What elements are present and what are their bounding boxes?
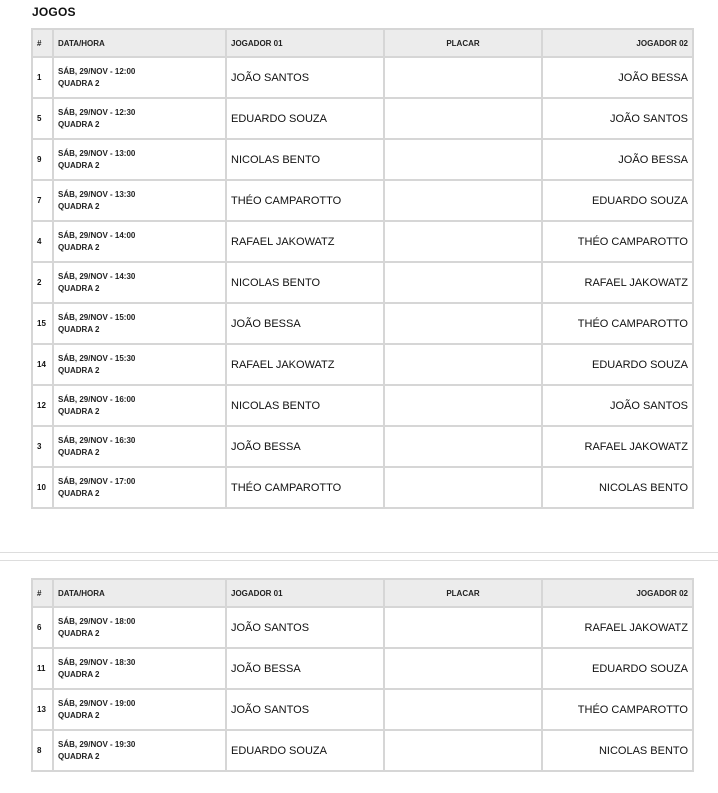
score-cell — [383, 729, 541, 770]
game-datetime: SÁB, 29/NOV - 19:30 — [58, 739, 136, 749]
player2-name: JOÃO SANTOS — [541, 97, 692, 138]
player2-name: THÉO CAMPAROTTO — [541, 302, 692, 343]
game-datetime: SÁB, 29/NOV - 12:30 — [58, 107, 136, 117]
player1-name: NICOLAS BENTO — [225, 261, 383, 302]
game-court: QUADRA 2 — [58, 710, 100, 720]
game-datetime-cell — [52, 384, 225, 425]
player1-name: JOÃO BESSA — [225, 647, 383, 688]
score-cell — [383, 138, 541, 179]
table-row — [33, 688, 692, 729]
score-cell — [383, 343, 541, 384]
game-datetime: SÁB, 29/NOV - 12:00 — [58, 66, 136, 76]
score-cell — [383, 425, 541, 466]
player1-name: JOÃO SANTOS — [225, 606, 383, 647]
player2-name: EDUARDO SOUZA — [541, 647, 692, 688]
table-row — [33, 138, 692, 179]
table-row — [33, 220, 692, 261]
score-cell — [383, 606, 541, 647]
player1-name: JOÃO SANTOS — [225, 56, 383, 97]
table-row — [33, 384, 692, 425]
game-number: 4 — [33, 220, 52, 261]
game-datetime-cell — [52, 97, 225, 138]
game-number: 9 — [33, 138, 52, 179]
game-court: QUADRA 2 — [58, 488, 100, 498]
section-divider — [0, 552, 718, 553]
game-datetime: SÁB, 29/NOV - 18:30 — [58, 657, 136, 667]
player2-name: THÉO CAMPAROTTO — [541, 220, 692, 261]
player1-name: EDUARDO SOUZA — [225, 97, 383, 138]
game-court: QUADRA 2 — [58, 201, 100, 211]
score-cell — [383, 56, 541, 97]
section-title: JOGOS — [32, 5, 76, 19]
score-cell — [383, 384, 541, 425]
player2-name: RAFAEL JAKOWATZ — [541, 606, 692, 647]
game-court: QUADRA 2 — [58, 628, 100, 638]
player2-name: JOÃO SANTOS — [541, 384, 692, 425]
game-datetime: SÁB, 29/NOV - 13:30 — [58, 189, 136, 199]
game-number: 8 — [33, 729, 52, 770]
player1-name: JOÃO SANTOS — [225, 688, 383, 729]
game-datetime: SÁB, 29/NOV - 17:00 — [58, 476, 136, 486]
score-cell — [383, 97, 541, 138]
game-number: 11 — [33, 647, 52, 688]
player1-name: THÉO CAMPAROTTO — [225, 466, 383, 507]
column-header-datetime: DATA/HORA — [52, 28, 225, 56]
game-datetime: SÁB, 29/NOV - 14:00 — [58, 230, 136, 240]
section-divider — [0, 560, 718, 561]
player1-name: NICOLAS BENTO — [225, 138, 383, 179]
player2-name: EDUARDO SOUZA — [541, 179, 692, 220]
game-court: QUADRA 2 — [58, 447, 100, 457]
game-number: 1 — [33, 56, 52, 97]
score-cell — [383, 179, 541, 220]
game-datetime-cell — [52, 343, 225, 384]
table-row — [33, 343, 692, 384]
game-datetime-cell — [52, 647, 225, 688]
game-datetime-cell — [52, 425, 225, 466]
game-datetime-cell — [52, 56, 225, 97]
game-number: 7 — [33, 179, 52, 220]
player2-name: JOÃO BESSA — [541, 56, 692, 97]
game-court: QUADRA 2 — [58, 283, 100, 293]
column-header-num: # — [33, 28, 52, 56]
player1-name: NICOLAS BENTO — [225, 384, 383, 425]
game-number: 3 — [33, 425, 52, 466]
games-table-body — [33, 56, 692, 507]
player1-name: THÉO CAMPAROTTO — [225, 179, 383, 220]
game-datetime: SÁB, 29/NOV - 16:30 — [58, 435, 136, 445]
table-row — [33, 179, 692, 220]
game-datetime: SÁB, 29/NOV - 15:00 — [58, 312, 136, 322]
game-datetime-cell — [52, 688, 225, 729]
game-court: QUADRA 2 — [58, 78, 100, 88]
game-datetime-cell — [52, 138, 225, 179]
column-header-player1: JOGADOR 01 — [225, 578, 383, 606]
game-datetime-cell — [52, 466, 225, 507]
table-row — [33, 425, 692, 466]
games-table-body — [33, 606, 692, 770]
games-table — [31, 28, 694, 509]
player2-name: JOÃO BESSA — [541, 138, 692, 179]
game-datetime-cell — [52, 606, 225, 647]
game-datetime-cell — [52, 261, 225, 302]
player2-name: RAFAEL JAKOWATZ — [541, 425, 692, 466]
table-header-row — [33, 28, 692, 56]
table-row — [33, 56, 692, 97]
player1-name: JOÃO BESSA — [225, 425, 383, 466]
game-datetime-cell — [52, 179, 225, 220]
column-header-player2: JOGADOR 02 — [541, 578, 692, 606]
score-cell — [383, 647, 541, 688]
player2-name: EDUARDO SOUZA — [541, 343, 692, 384]
table-row — [33, 647, 692, 688]
table-header-row — [33, 578, 692, 606]
game-number: 6 — [33, 606, 52, 647]
game-datetime-cell — [52, 729, 225, 770]
game-number: 13 — [33, 688, 52, 729]
table-row — [33, 729, 692, 770]
table-row — [33, 97, 692, 138]
game-datetime-cell — [52, 302, 225, 343]
game-number: 15 — [33, 302, 52, 343]
game-court: QUADRA 2 — [58, 365, 100, 375]
score-cell — [383, 302, 541, 343]
column-header-datetime: DATA/HORA — [52, 578, 225, 606]
column-header-player2: JOGADOR 02 — [541, 28, 692, 56]
game-datetime: SÁB, 29/NOV - 19:00 — [58, 698, 136, 708]
game-number: 5 — [33, 97, 52, 138]
table-row — [33, 261, 692, 302]
score-cell — [383, 261, 541, 302]
column-header-score: PLACAR — [383, 578, 541, 606]
games-table — [31, 578, 694, 772]
game-court: QUADRA 2 — [58, 751, 100, 761]
game-court: QUADRA 2 — [58, 160, 100, 170]
score-cell — [383, 688, 541, 729]
player1-name: EDUARDO SOUZA — [225, 729, 383, 770]
player1-name: JOÃO BESSA — [225, 302, 383, 343]
game-court: QUADRA 2 — [58, 242, 100, 252]
player2-name: RAFAEL JAKOWATZ — [541, 261, 692, 302]
game-number: 2 — [33, 261, 52, 302]
game-datetime: SÁB, 29/NOV - 18:00 — [58, 616, 136, 626]
game-number: 14 — [33, 343, 52, 384]
player2-name: THÉO CAMPAROTTO — [541, 688, 692, 729]
table-row — [33, 466, 692, 507]
game-number: 12 — [33, 384, 52, 425]
game-datetime-cell — [52, 220, 225, 261]
game-number: 10 — [33, 466, 52, 507]
game-datetime: SÁB, 29/NOV - 15:30 — [58, 353, 136, 363]
player1-name: RAFAEL JAKOWATZ — [225, 220, 383, 261]
score-cell — [383, 220, 541, 261]
game-court: QUADRA 2 — [58, 119, 100, 129]
game-court: QUADRA 2 — [58, 406, 100, 416]
table-row — [33, 302, 692, 343]
game-court: QUADRA 2 — [58, 324, 100, 334]
player2-name: NICOLAS BENTO — [541, 466, 692, 507]
column-header-num: # — [33, 578, 52, 606]
score-cell — [383, 466, 541, 507]
table-row — [33, 606, 692, 647]
game-datetime: SÁB, 29/NOV - 16:00 — [58, 394, 136, 404]
game-court: QUADRA 2 — [58, 669, 100, 679]
player1-name: RAFAEL JAKOWATZ — [225, 343, 383, 384]
player2-name: NICOLAS BENTO — [541, 729, 692, 770]
column-header-player1: JOGADOR 01 — [225, 28, 383, 56]
column-header-score: PLACAR — [383, 28, 541, 56]
game-datetime: SÁB, 29/NOV - 13:00 — [58, 148, 136, 158]
game-datetime: SÁB, 29/NOV - 14:30 — [58, 271, 136, 281]
